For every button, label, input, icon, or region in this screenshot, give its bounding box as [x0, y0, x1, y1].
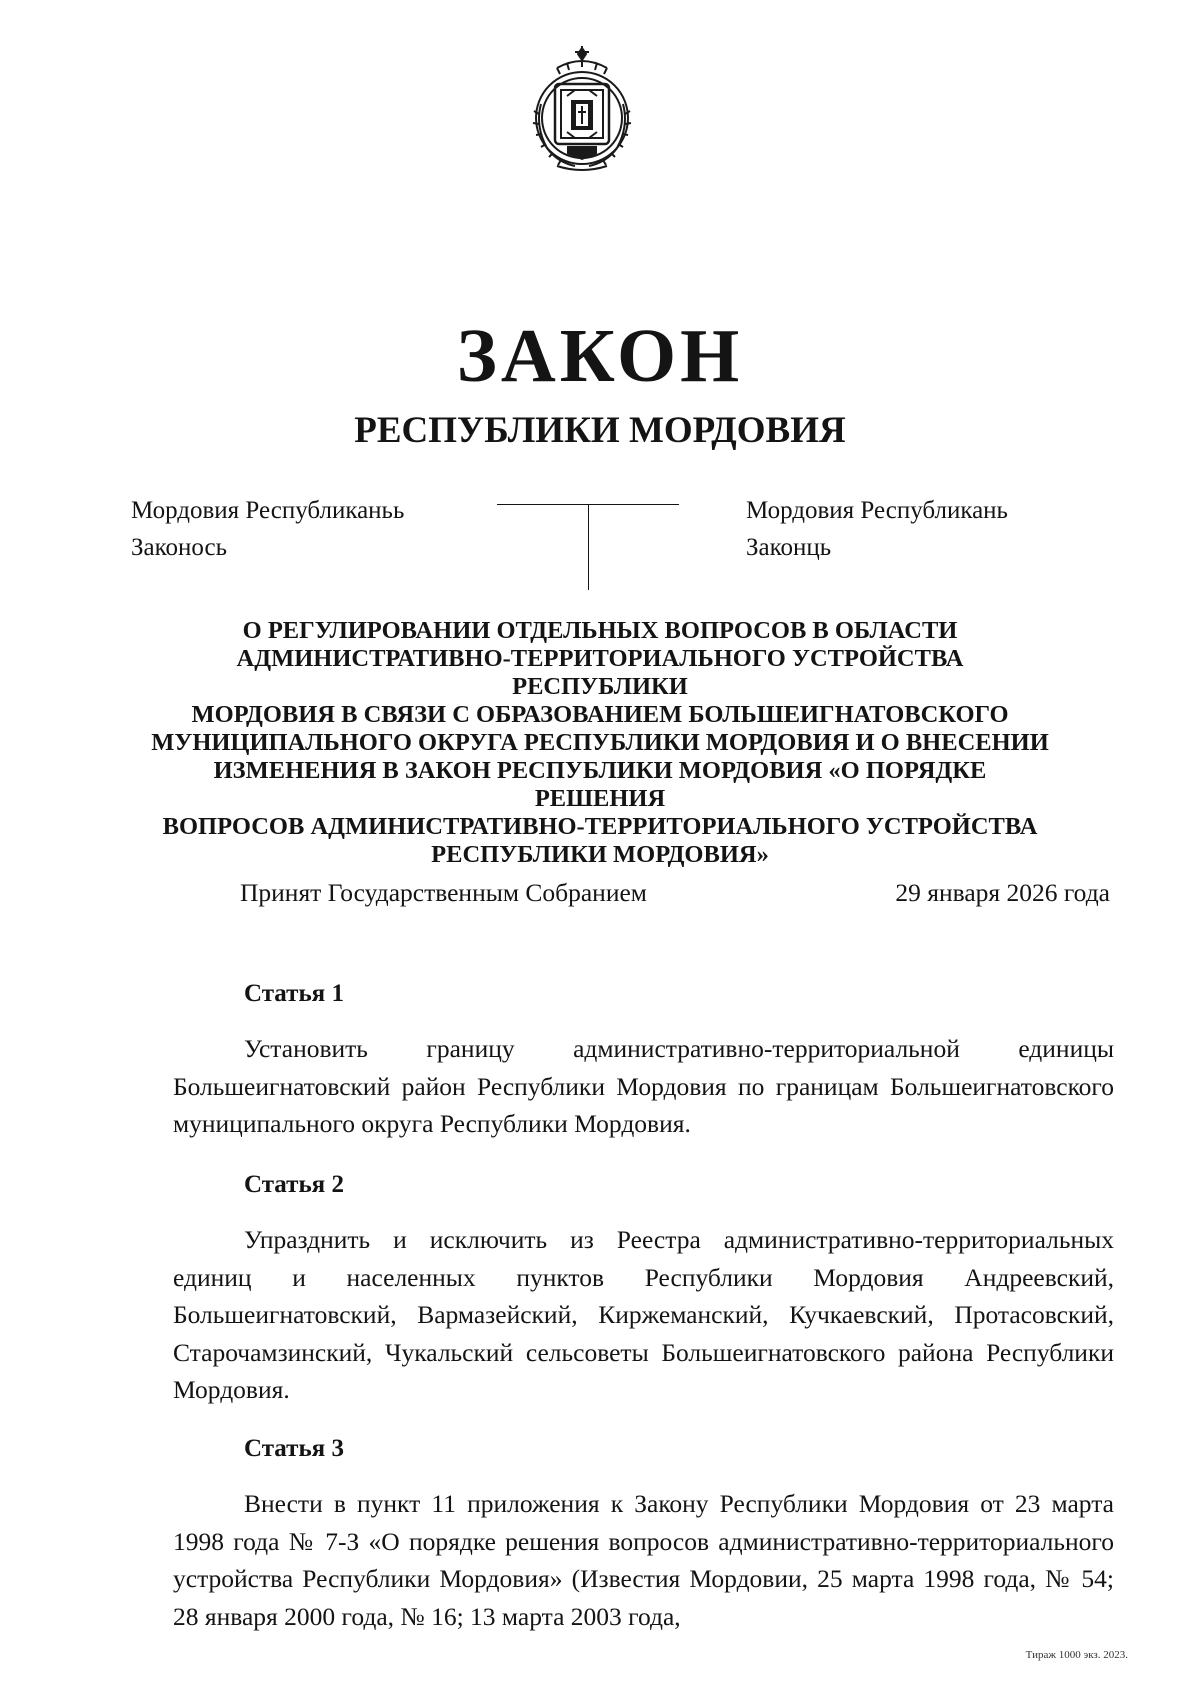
law-heading-line: АДМИНИСТРАТИВНО-ТЕРРИТОРИАЛЬНОГО УСТРОЙСТВА РЕСПУБЛИКИ — [236, 645, 964, 700]
law-heading-line: О РЕГУЛИРОВАНИИ ОТДЕЛЬНЫХ ВОПРОСОВ В ОБЛАСТИ — [242, 617, 958, 644]
adoption-date: 29 января 2026 года — [895, 878, 1110, 907]
article-3-text: Внести в пункт 11 приложения к Закону Республики Мордовия от 23 марта 1998 года № 7-З «О порядке решения вопросов административно-территориального устройства Республики Мордовия» (Известия Мордовии, 25 марта 1998 года, № 54; 28 января 2000 года, № 16; 13 марта 2003 года, — [173, 1489, 1114, 1631]
law-heading-line: МУНИЦИПАЛЬНОГО ОКРУГА РЕСПУБЛИКИ МОРДОВИЯ И О ВНЕСЕНИИ — [151, 729, 1049, 756]
law-heading-line: МОРДОВИЯ В СВЯЗИ С ОБРАЗОВАНИЕМ БОЛЬШЕИГНАТОВСКОГО — [191, 701, 1009, 728]
left-caption — [131, 492, 404, 566]
left-caption-line: Мордовия Республиканьь — [131, 497, 405, 524]
law-heading-line: ВОПРОСОВ АДМИНИСТРАТИВНО-ТЕРРИТОРИАЛЬНОГО УСТРОЙСТВА — [162, 813, 1038, 840]
document-subtitle: РЕСПУБЛИКИ МОРДОВИЯ — [354, 410, 846, 451]
article-2-text: Упразднить и исключить из Реестра административно-территориальных единиц и населенных пунктов Республики Мордовия Андреевский, Большеигнатовский, Вармазейский, Киржеманский, Кучкаевский, Протасовский, Старочамзинский, Чукальский сельсоветы Большеигнатовского района Республики Мордовия. — [173, 1225, 1114, 1404]
coat-of-arms-icon — [527, 46, 637, 174]
law-heading-line: ИЗМЕНЕНИЯ В ЗАКОН РЕСПУБЛИКИ МОРДОВИЯ «О ПОРЯДКЕ РЕШЕНИЯ — [213, 757, 987, 812]
law-heading — [150, 617, 1050, 869]
article-1-text: Установить границу административно-территориальной единицы Большеигнатовский район Республики Мордовия по границам Большеигнатовского муниципального округа Республики Мордовия. — [173, 1034, 1114, 1138]
header-divider-vertical — [588, 504, 589, 590]
right-caption-line: Законць — [746, 534, 832, 561]
article-3-title: Статья 3 — [244, 1435, 344, 1462]
article-1-title: Статья 1 — [244, 980, 344, 1007]
print-run-note: Тираж 1000 экз. 2023. — [1025, 1649, 1128, 1661]
law-heading-line: РЕСПУБЛИКИ МОРДОВИЯ» — [431, 841, 769, 868]
right-caption — [746, 492, 1008, 566]
article-2-title: Статья 2 — [244, 1171, 344, 1198]
document-title: ЗАКОН — [456, 314, 744, 398]
adoption-line — [240, 880, 1110, 906]
adoption-label: Принят Государственным Собранием — [240, 878, 647, 907]
right-caption-line: Мордовия Республикань — [746, 497, 1008, 524]
left-caption-line: Законось — [131, 534, 227, 561]
